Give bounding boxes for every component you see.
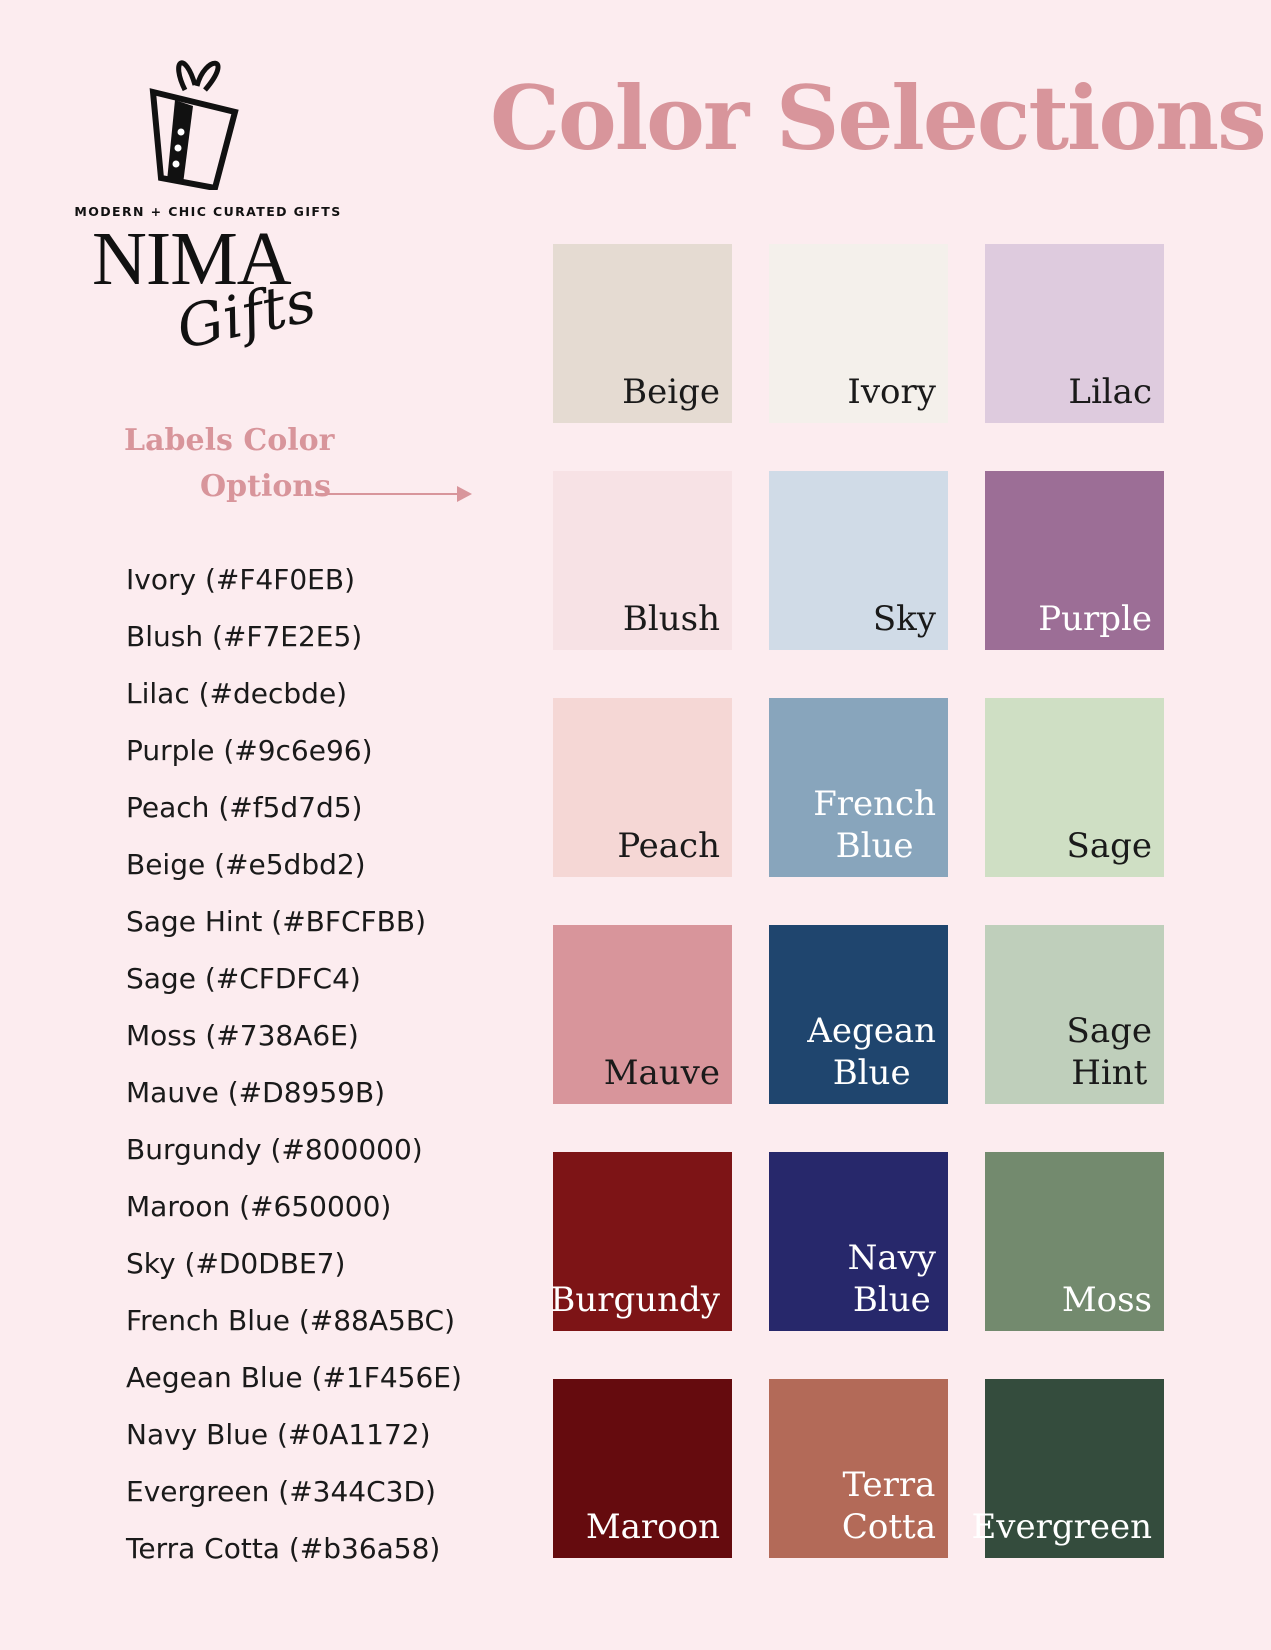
swatch-grid	[550, 244, 1164, 1558]
color-list-item: Moss (#738A6E)	[126, 1019, 359, 1052]
color-swatch	[971, 1379, 1164, 1558]
color-swatch	[769, 925, 948, 1104]
labels-heading-line2: Options	[200, 469, 332, 504]
swatch-label: Burgundy	[550, 1280, 720, 1320]
color-list-item: Aegean Blue (#1F456E)	[126, 1361, 462, 1394]
swatch-label: Purple	[1038, 599, 1152, 639]
labels-heading-line1: Labels Color	[124, 423, 335, 458]
color-list-item: Sage Hint (#BFCFBB)	[126, 905, 426, 938]
swatch-label: Beige	[622, 372, 720, 412]
swatch-label: Evergreen	[971, 1507, 1152, 1547]
swatch-label: Sage Hint	[1066, 1011, 1152, 1093]
color-swatch	[553, 244, 732, 423]
brand-script: Gifts	[170, 266, 322, 363]
color-list-item: Navy Blue (#0A1172)	[126, 1418, 431, 1451]
color-swatch	[985, 698, 1164, 877]
arrow-right-icon	[315, 484, 475, 504]
color-list-item: Sage (#CFDFC4)	[126, 962, 361, 995]
color-swatch	[553, 471, 732, 650]
swatch-label: Blush	[622, 599, 720, 639]
color-swatch	[985, 471, 1164, 650]
color-list-item: Beige (#e5dbd2)	[126, 848, 366, 881]
swatch-label: Mauve	[603, 1053, 720, 1093]
color-list-item: Burgundy (#800000)	[126, 1133, 423, 1166]
color-swatch	[553, 1379, 732, 1558]
color-swatch	[769, 244, 948, 423]
swatch-label: Navy Blue	[847, 1238, 936, 1320]
color-list-item: Maroon (#650000)	[126, 1190, 392, 1223]
color-list	[126, 561, 462, 1587]
color-list-item: Sky (#D0DBE7)	[126, 1247, 346, 1280]
gift-box-icon	[145, 50, 240, 190]
brand-name: NIMA	[92, 217, 291, 301]
swatch-label: Maroon	[585, 1507, 720, 1547]
color-swatch	[769, 1152, 948, 1331]
color-swatch	[550, 1152, 732, 1331]
swatch-label: French Blue	[813, 784, 936, 866]
logo	[50, 50, 350, 380]
swatch-label: Lilac	[1068, 372, 1152, 412]
color-swatch	[769, 1379, 948, 1558]
color-list-item: Mauve (#D8959B)	[126, 1076, 386, 1109]
color-list-item: Purple (#9c6e96)	[126, 734, 373, 767]
color-swatch	[553, 698, 732, 877]
color-list-item: Peach (#f5d7d5)	[126, 791, 363, 824]
swatch-label: Terra Cotta	[841, 1465, 936, 1547]
color-swatch	[553, 925, 732, 1104]
color-list-item: Evergreen (#344C3D)	[126, 1475, 436, 1508]
color-list-item: Terra Cotta (#b36a58)	[126, 1532, 441, 1565]
swatch-label: Sky	[872, 599, 936, 639]
color-swatch	[769, 471, 948, 650]
color-swatch	[769, 698, 948, 877]
color-swatch	[985, 925, 1164, 1104]
page-title: Color Selections	[490, 66, 1265, 170]
swatch-label: Ivory	[847, 372, 936, 412]
color-swatch	[985, 1152, 1164, 1331]
swatch-label: Sage	[1066, 826, 1152, 866]
color-list-item: Lilac (#decbde)	[126, 677, 348, 710]
color-list-item: Blush (#F7E2E5)	[126, 620, 363, 653]
swatch-label: Aegean Blue	[807, 1011, 936, 1093]
color-list-item: Ivory (#F4F0EB)	[126, 563, 355, 596]
color-list-item: French Blue (#88A5BC)	[126, 1304, 456, 1337]
swatch-label: Moss	[1061, 1280, 1152, 1320]
tagline: MODERN + CHIC CURATED GIFTS	[74, 204, 342, 219]
color-swatch	[985, 244, 1164, 423]
swatch-label: Peach	[617, 826, 720, 866]
